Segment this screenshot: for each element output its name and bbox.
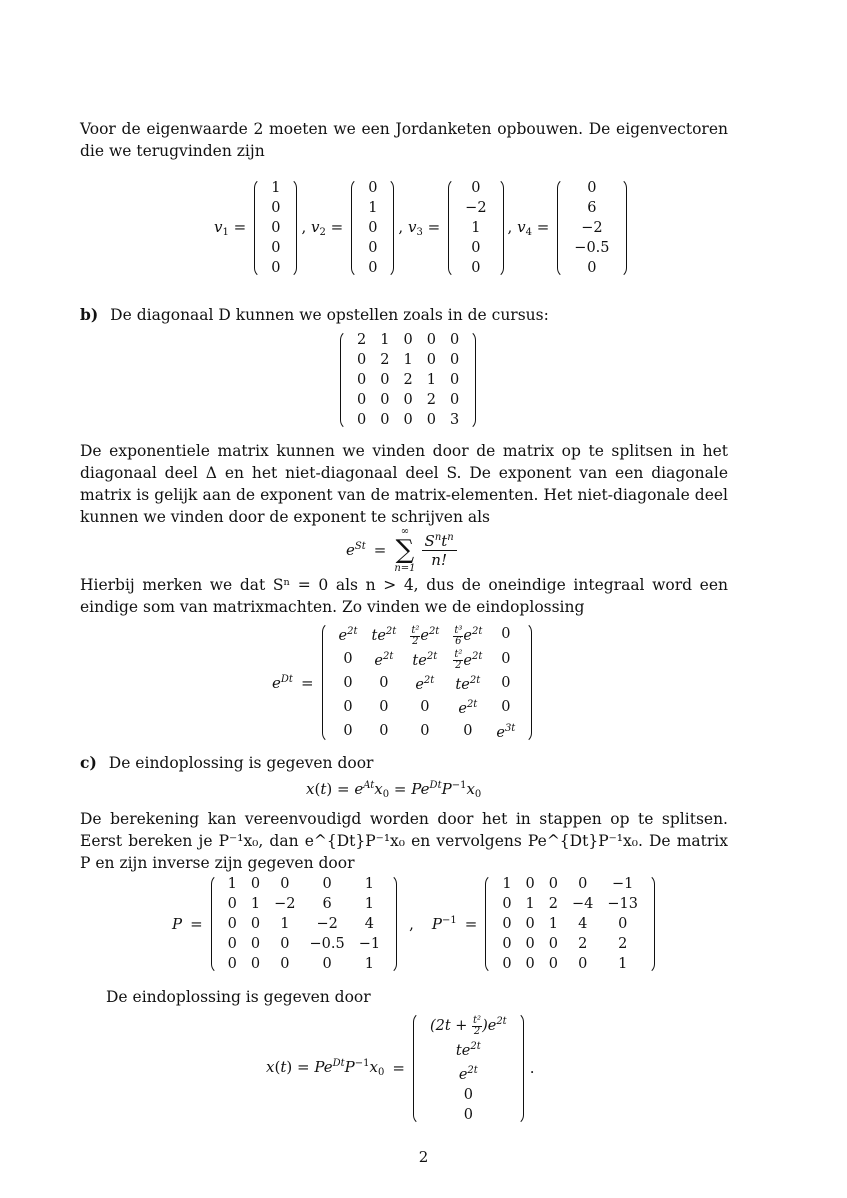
period: . — [529, 1059, 535, 1078]
matrix-P-inverse-cell: 0 — [525, 956, 535, 972]
matrix-P-cell: 4 — [364, 916, 375, 932]
eigenvector-4 — [557, 178, 626, 278]
matrix-D-cell: 0 — [426, 352, 436, 368]
matrix-D-cell: 0 — [380, 412, 390, 428]
matrix-P-cell: 0 — [280, 876, 290, 892]
matrix-P-cell: 0 — [250, 876, 261, 892]
matrix-D-cell: 0 — [380, 372, 390, 388]
matrix-P-inverse-cell: 0 — [548, 956, 559, 972]
matrix-P-inverse-cell: 1 — [525, 896, 535, 912]
part-b-paragraph — [80, 304, 728, 326]
eigenvector-entry-cell: 0 — [368, 240, 378, 256]
series-formula — [346, 526, 457, 574]
matrix-D-cell: 0 — [357, 372, 367, 388]
matrix-P-cell: −2 — [274, 896, 296, 912]
eigenvector-label: , $v_2$ = — [301, 218, 344, 238]
sum-lower-limit: n=1 — [394, 563, 416, 574]
part-b-paragraph-2: De exponentiele matrix kunnen we vinden door de matrix op te splitsen in het diagonaal deel Δ en het niet-diagonaal deel S. De exponent van een diagonale matrix is gelijk aan de exponent van de matrix-elementen. Het niet-diagonale deel kunnen we vinden door de exponent te schrijven als — [80, 442, 728, 526]
equals-sign: = — [190, 915, 203, 933]
matrix-D-cell: 2 — [357, 332, 367, 348]
part-c-text: De eindoplossing is gegeven door — [108, 754, 374, 772]
matrix-D-cell: 0 — [449, 372, 460, 388]
matrix-P-inverse-cell: 0 — [502, 916, 512, 932]
eigenvector-entry-cell: 0 — [471, 260, 481, 276]
eigenvector-label: , $v_3$ = — [398, 218, 441, 238]
matrix-P-inverse-cell: 0 — [525, 916, 535, 932]
matrix-P-inverse-cell: 1 — [548, 916, 559, 932]
eigenvector-entry-cell: 0 — [271, 200, 281, 216]
page-number: 2 — [418, 1148, 429, 1166]
matrix-P-cell: 0 — [322, 876, 332, 892]
solution-formula: $x(t) = e^{At}x_0 = Pe^{Dt}P^{-1}x_0$ — [306, 780, 482, 800]
matrix-P-inverse-cell: 1 — [618, 956, 628, 972]
matrix-D-cell: 0 — [403, 392, 413, 408]
matrix-D-cell: 0 — [449, 332, 460, 348]
P-matrices — [172, 874, 655, 974]
exp-matrix-equation — [272, 622, 532, 743]
matrix-P-inverse-cell: 0 — [502, 956, 512, 972]
matrix-P-cell: 1 — [280, 916, 290, 932]
matrix-P-cell: 0 — [227, 956, 237, 972]
eigenvector-1 — [254, 178, 297, 278]
matrix-P-cell: 1 — [250, 896, 261, 912]
eigenvector-3 — [448, 178, 503, 278]
matrix-P-cell: 0 — [227, 936, 237, 952]
matrix-D-cell: 2 — [380, 352, 390, 368]
matrix-P-inverse-cell: 0 — [502, 936, 512, 952]
Pinv-label: $P^{-1}$ — [431, 915, 457, 933]
matrix-P-inverse-cell: 0 — [548, 876, 559, 892]
matrix-P-inverse-cell: 0 — [578, 876, 588, 892]
P-label: P — [172, 915, 183, 933]
comma: , — [409, 915, 414, 933]
matrix-P-inverse-cell: 4 — [578, 916, 588, 932]
solution-vector-equation — [266, 1012, 534, 1125]
matrix-P-cell: 6 — [322, 896, 332, 912]
eigenvector-entry-cell: 0 — [368, 180, 378, 196]
series-lhs: $e^{St}$ — [346, 541, 366, 559]
equals-sign: = — [392, 1059, 405, 1078]
matrix-P-cell: 0 — [280, 956, 290, 972]
matrix-P-inverse-cell: 0 — [502, 896, 512, 912]
matrix-P-inverse-cell: 2 — [548, 896, 559, 912]
matrix-D — [340, 330, 476, 430]
matrix-P-inverse-cell: 0 — [578, 956, 588, 972]
matrix-D-cell: 1 — [380, 332, 390, 348]
solution-vector: (2t + $\frac{\text{t²}}{2}$ )$e^{2t}$ $te^{2t}$ $e^{2t}$ 0 0 — [413, 1012, 524, 1125]
eigenvector-entry-cell: 0 — [587, 180, 597, 196]
matrix-P-inverse-cell: −13 — [607, 896, 638, 912]
sum-upper-limit: ∞ — [400, 526, 410, 537]
matrix-D-cell: 0 — [357, 352, 367, 368]
eigenvector-entry-cell: −2 — [581, 220, 603, 236]
matrix-D-cell: 0 — [426, 332, 436, 348]
eigenvector-entry-cell: 1 — [271, 180, 281, 196]
matrix-P-inverse-cell: −4 — [572, 896, 594, 912]
series-numerator: $S^nt^n$ — [422, 532, 457, 551]
part-c-paragraph — [80, 752, 728, 774]
matrix-D-cell: 0 — [380, 392, 390, 408]
eigenvector-entry-cell: 0 — [471, 180, 481, 196]
matrix-D-cell: 3 — [449, 412, 460, 428]
matrix-P-cell: 1 — [227, 876, 237, 892]
eigenvector-entry-cell: 0 — [271, 240, 281, 256]
eigenvector-label: , $v_4$ = — [507, 218, 550, 238]
matrix-D-cell: 1 — [426, 372, 436, 388]
eigenvector-entry-cell: 1 — [471, 220, 481, 236]
matrix-P-inverse-cell: 1 — [502, 876, 512, 892]
eigenvector-entry-cell: 0 — [368, 220, 378, 236]
part-b-label: b) — [80, 305, 99, 324]
part-c-paragraph-3: De eindoplossing is gegeven door — [106, 988, 371, 1006]
part-b-text: De diagonaal D kunnen we opstellen zoals in de cursus: — [110, 306, 549, 324]
matrix-D-cell: 0 — [357, 392, 367, 408]
matrix-P-cell: 1 — [364, 956, 375, 972]
solution-lhs: $x(t) = Pe^{Dt}P^{-1}x_0$ — [266, 1058, 385, 1079]
matrix-P-inverse-cell: −1 — [612, 876, 634, 892]
eigenvector-row — [214, 178, 627, 278]
eigenvector-entry-cell: −2 — [465, 200, 487, 216]
matrix-P-inverse-cell: 0 — [525, 876, 535, 892]
matrix-D-cell: 0 — [403, 332, 413, 348]
matrix-P-cell: 0 — [280, 936, 290, 952]
matrix-P-cell: 0 — [227, 896, 237, 912]
matrix-P-cell: 0 — [322, 956, 332, 972]
eigenvector-entry-cell: 0 — [587, 260, 597, 276]
exp-matrix: $e^{2t}$ $te^{2t}$ $\frac{\text{t²}}{2}$ $e^{2t}$ $\frac{\text{t³}}{6}$ $e^{2t}$ 0 0 $e^{2t}$ $te^{2t}$ $\frac{\text{t²}}{2}$ $e^{2t}$ 0 0 0 $e^{2t}$ $te^{2t}$ 0 0 0 0 $e^{2t}$ 0 0 0 0 0 $e^{3t}$ — [322, 622, 533, 743]
matrix-P-inverse — [485, 874, 655, 974]
matrix-D-cell: 2 — [426, 392, 436, 408]
matrix-D-cell: 2 — [403, 372, 413, 388]
matrix-P-inverse-cell: 0 — [618, 916, 628, 932]
part-c-paragraph-2: De berekening kan vereenvoudigd worden door het in stappen op te splitsen. Eerst bereken je P⁻¹x₀, dan e^{Dt}P⁻¹x₀ en vervolgens Pe^{Dt}P⁻¹x₀. De matrix P en zijn inverse zijn gegeven door — [80, 810, 728, 872]
eigenvector-entry-cell: 0 — [271, 260, 281, 276]
series-fraction — [422, 532, 457, 569]
eigenvector-entry-cell: 1 — [368, 200, 378, 216]
eigenvector-entry-cell: −0.5 — [574, 240, 610, 256]
exp-matrix-lhs: $e^{Dt}$ — [272, 673, 293, 692]
eigenvector-label: $v_1$ = — [214, 218, 247, 238]
matrix-P-inverse-cell: 0 — [548, 936, 559, 952]
eigenvector-entry-cell: 6 — [587, 200, 597, 216]
eigenvector-entry-cell: 0 — [368, 260, 378, 276]
matrix-P-cell: 0 — [250, 916, 261, 932]
matrix-D-cell: 0 — [357, 412, 367, 428]
matrix-P-cell: 0 — [250, 936, 261, 952]
matrix-D-cell: 0 — [403, 412, 413, 428]
matrix-P-cell: 1 — [364, 896, 375, 912]
matrix-D-cell: 0 — [449, 392, 460, 408]
matrix-P-cell: −0.5 — [309, 936, 345, 952]
sum-symbol: ∞ ∑ n=1 — [394, 526, 416, 574]
matrix-P-cell: 0 — [227, 916, 237, 932]
matrix-P-cell: 0 — [250, 956, 261, 972]
matrix-P-inverse-cell: 2 — [578, 936, 588, 952]
matrix-P-cell: −2 — [316, 916, 338, 932]
intro-paragraph: Voor de eigenwaarde 2 moeten we een Jordanketen opbouwen. De eigenvectoren die we terugvinden zijn — [80, 120, 728, 160]
equals-sign: = — [464, 915, 478, 933]
matrix-P-inverse-cell: 0 — [525, 936, 535, 952]
matrix-D-cell: 1 — [403, 352, 413, 368]
equals-sign: = — [300, 673, 314, 692]
part-b-paragraph-3: Hierbij merken we dat Sⁿ = 0 als n > 4, dus de oneindige integraal word een eindige som van matrixmachten. Zo vinden we de eindoplossing — [80, 576, 728, 616]
matrix-D-cell: 0 — [449, 352, 460, 368]
matrix-P-inverse-cell: 2 — [618, 936, 628, 952]
matrix-P — [211, 874, 397, 974]
part-c-label: c) — [80, 753, 97, 772]
eigenvector-entry-cell: 0 — [471, 240, 481, 256]
series-denominator: n! — [431, 550, 447, 569]
eigenvector-2 — [351, 178, 394, 278]
matrix-D-cell: 0 — [426, 412, 436, 428]
matrix-P-cell: −1 — [358, 936, 381, 952]
matrix-P-cell: 1 — [364, 876, 375, 892]
equals-sign: = — [373, 541, 387, 559]
eigenvector-entry-cell: 0 — [271, 220, 281, 236]
